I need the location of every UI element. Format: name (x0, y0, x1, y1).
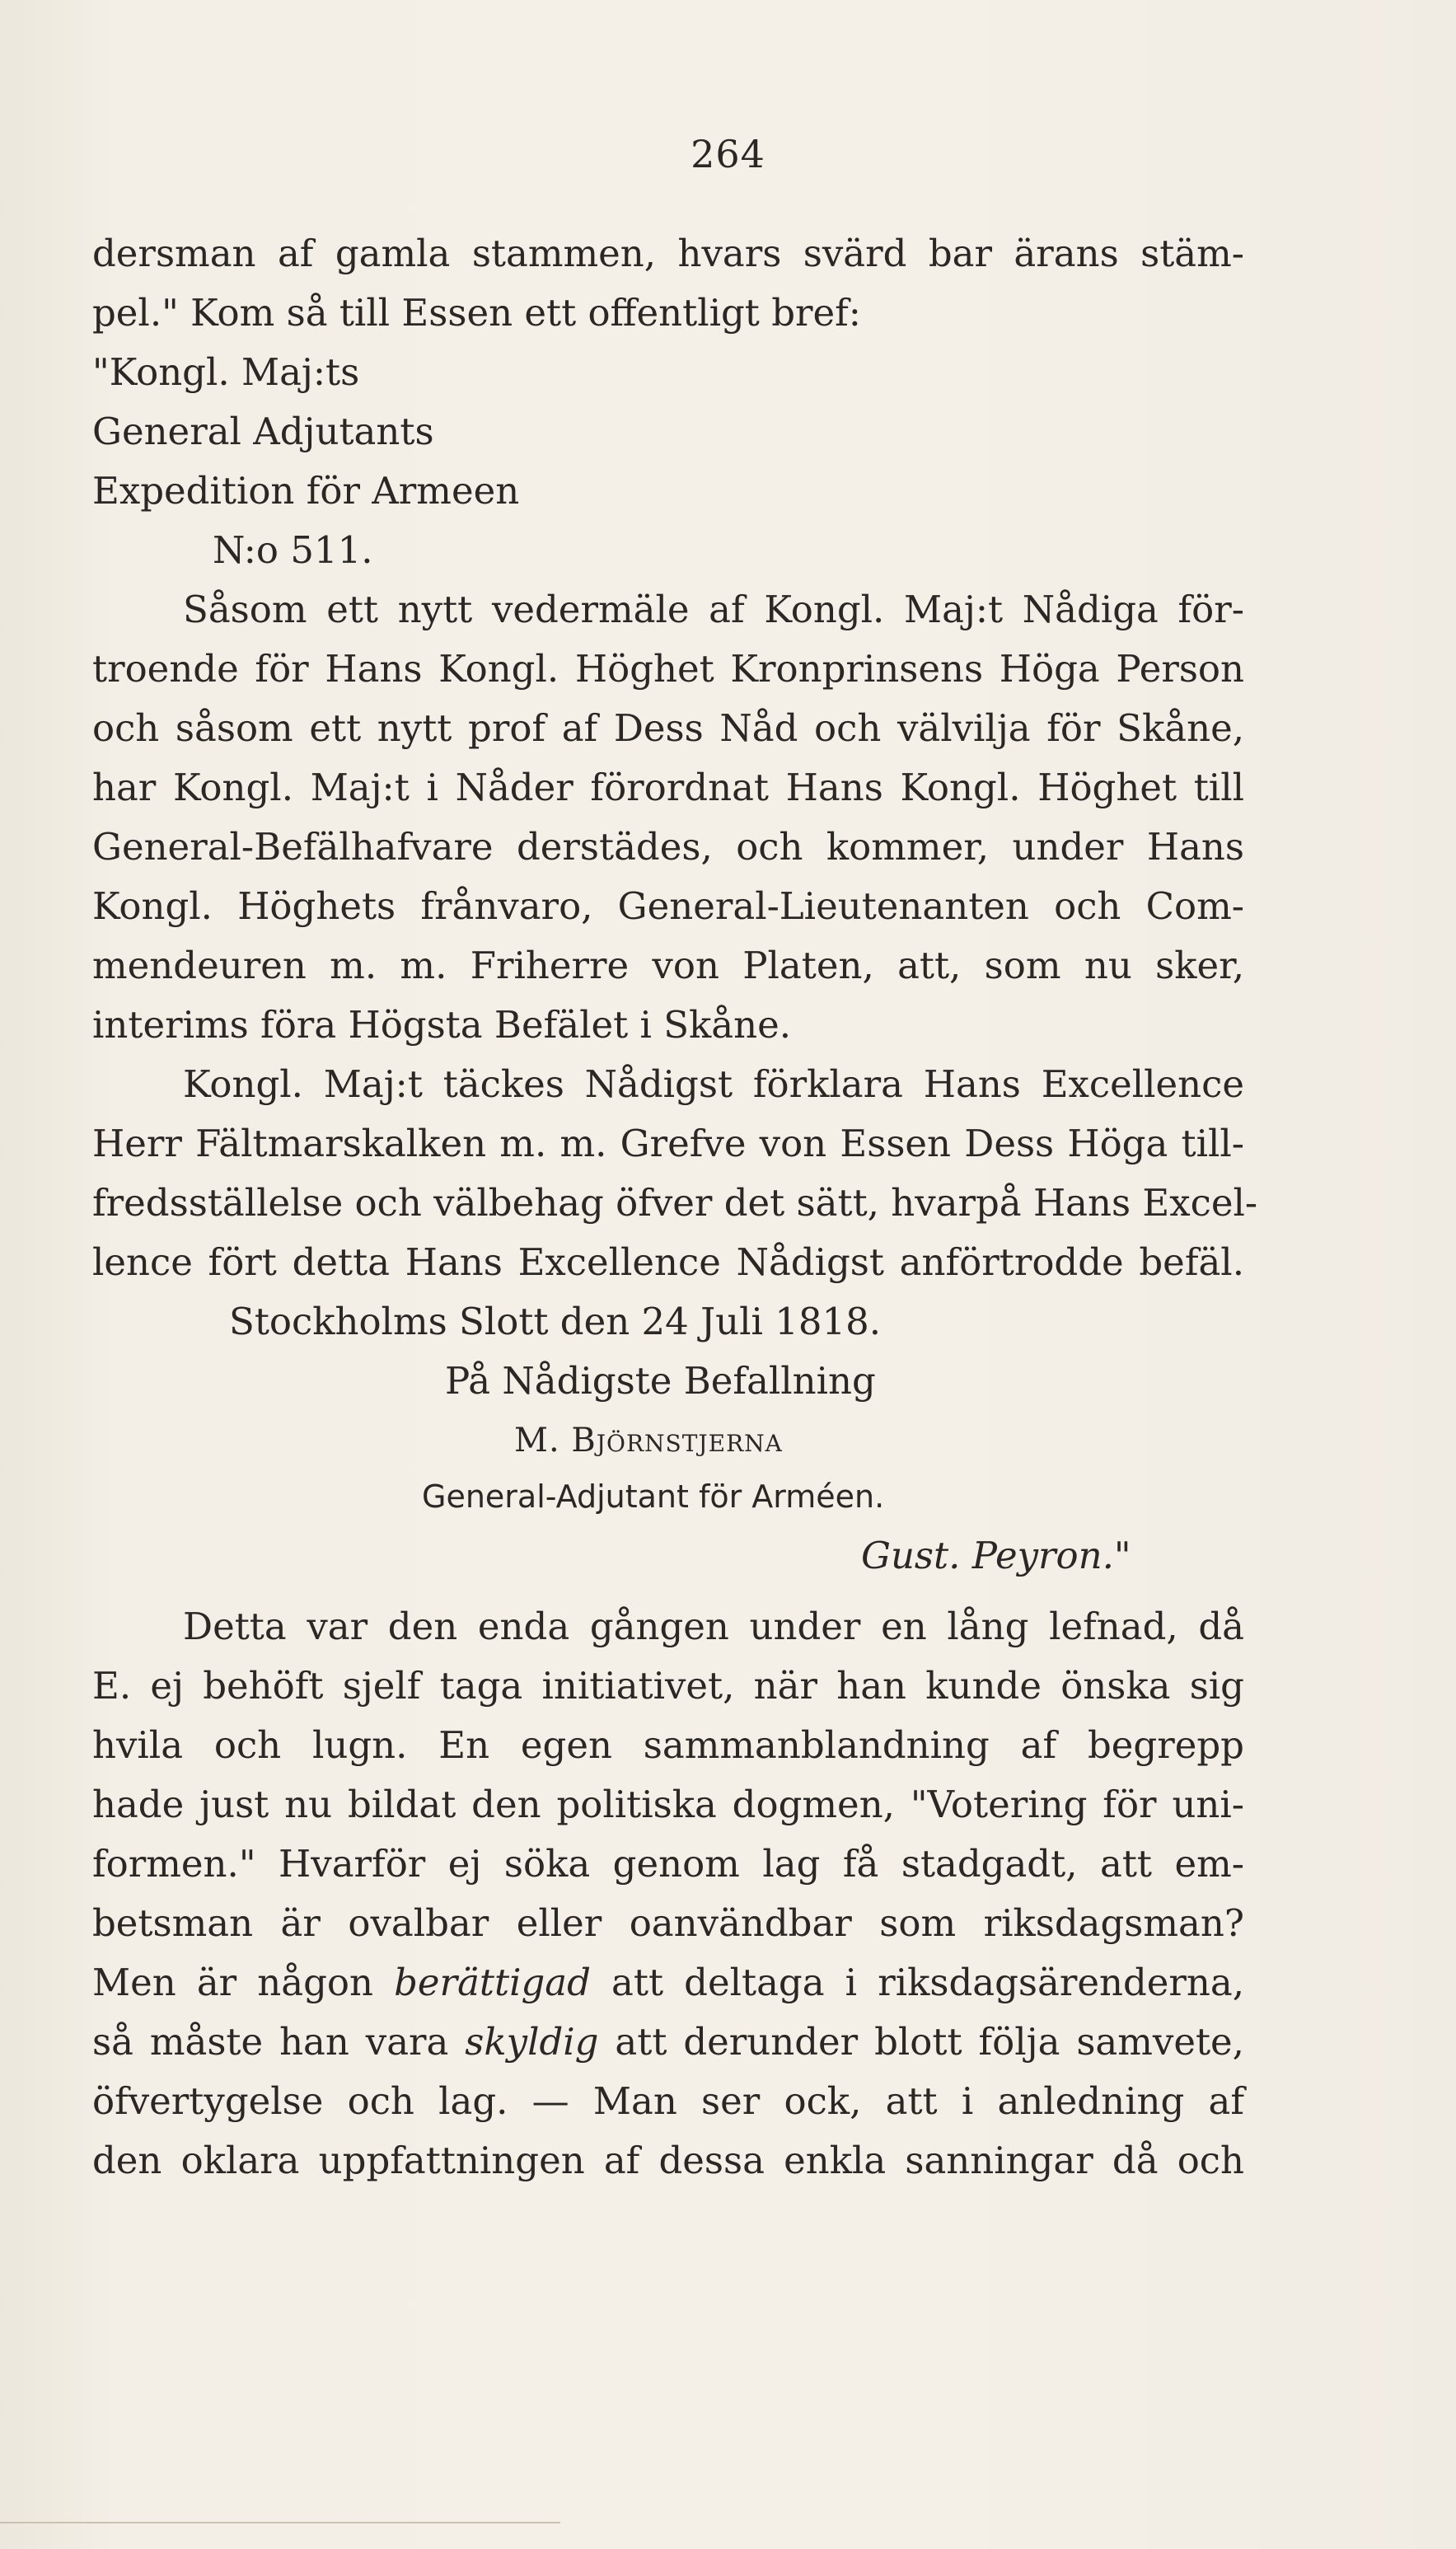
text-line-18: lence fört detta Hans Excellence Nådigst anförtrodde befäl. (92, 1240, 1244, 1284)
page-number: 264 (691, 132, 765, 176)
text-line-31: så måste han vara skyldig att derunder blott följa samvete, (92, 2020, 1244, 2064)
text-line-1: dersman af gamla stammen, hvars svärd bar ärans stäm- (92, 232, 1244, 275)
text-line-20: På Nådigste Befallning (445, 1359, 876, 1403)
text-line-11: General-Befälhafvare derstädes, och kommer, under Hans (92, 825, 1244, 869)
text-line-7: Såsom ett nytt vedermäle af Kongl. Maj:t Nådiga för- (183, 588, 1244, 631)
text-line-27: hade just nu bildat den politiska dogmen, "Votering för uni- (92, 1783, 1244, 1826)
text-line-4: General Adjutants (92, 410, 434, 453)
signature-bjornstjerna: M. Björnstjerna (514, 1422, 783, 1460)
text-line-5: Expedition för Armeen (92, 469, 520, 513)
text-line-17: fredsställelse och välbehag öfver det sätt, hvarpå Hans Excel- (92, 1181, 1258, 1225)
text-line-3: "Kongl. Maj:ts (92, 350, 360, 394)
text-line-10: har Kongl. Maj:t i Nåder förordnat Hans Kongl. Höghet till (92, 766, 1244, 809)
text-line-28: formen." Hvarför ej söka genom lag få stadgadt, att em- (92, 1842, 1244, 1886)
emphasis-skyldig: skyldig (465, 2020, 599, 2064)
emphasis-berattigad: berättigad (394, 1961, 591, 2004)
text-line-13: mendeuren m. m. Friherre von Platen, att, som nu sker, (92, 944, 1244, 987)
text-line-14: interims föra Högsta Befälet i Skåne. (92, 1003, 792, 1047)
text-line-9: och såsom ett nytt prof af Dess Nåd och välvilja för Skåne, (92, 706, 1244, 750)
text-line-33: den oklara uppfattningen af dessa enkla sanningar då och (92, 2139, 1244, 2182)
signature-title: General-Adjutant för Arméen. (422, 1478, 885, 1515)
text-line-8: troende för Hans Kongl. Höghet Kronprinsens Höga Person (92, 647, 1244, 691)
text-line-26: hvila och lugn. En egen sammanblandning af begrepp (92, 1723, 1244, 1767)
text-line-6: N:o 511. (213, 528, 373, 572)
text-line-25: E. ej behöft sjelf taga initiativet, när han kunde önska sig (92, 1664, 1244, 1708)
text-line-15: Kongl. Maj:t täckes Nådigst förklara Hans Excellence (183, 1062, 1244, 1106)
text-line-19: Stockholms Slott den 24 Juli 1818. (229, 1300, 882, 1343)
signature-peyron: Gust. Peyron." (861, 1534, 1131, 1577)
text-line-2: pel." Kom så till Essen ett offentligt bref: (92, 291, 861, 335)
text-line-12: Kongl. Höghets frånvaro, General-Lieutenanten och Com- (92, 884, 1244, 928)
text-line-32: öfvertygelse och lag. — Man ser ock, att i anledning af (92, 2079, 1244, 2123)
page-edge-rule (0, 2522, 560, 2523)
text-line-29: betsman är ovalbar eller oanvändbar som riksdagsman? (92, 1901, 1244, 1945)
text-line-16: Herr Fältmarskalken m. m. Grefve von Essen Dess Höga till- (92, 1122, 1244, 1165)
text-line-30: Men är någon berättigad att deltaga i riksdagsärenderna, (92, 1961, 1245, 2004)
text-line-24: Detta var den enda gången under en lång lefnad, då (183, 1605, 1244, 1648)
